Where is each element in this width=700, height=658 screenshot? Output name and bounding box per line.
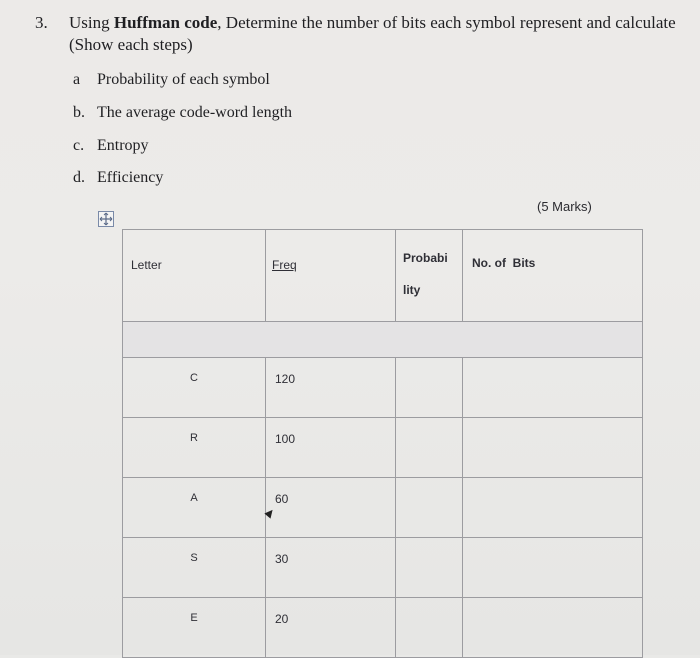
bits-cell[interactable]: [463, 598, 643, 658]
question-bold-term: Huffman code: [113, 13, 218, 32]
letter-value: C: [190, 372, 198, 384]
letter-value: S: [190, 552, 198, 564]
item-label: b.: [73, 104, 85, 121]
probability-cell[interactable]: [396, 538, 463, 598]
question-line: [35, 12, 676, 34]
probability-cell[interactable]: [396, 598, 463, 658]
header-letter-cell[interactable]: [123, 230, 266, 322]
freq-cell[interactable]: [266, 538, 396, 598]
move-arrows-icon: [99, 212, 113, 226]
bits-cell[interactable]: [463, 538, 643, 598]
marks-label: (5 Marks): [537, 199, 592, 214]
header-probability: [396, 230, 462, 306]
header-bits-cell[interactable]: [463, 230, 643, 322]
header-probability-cell[interactable]: [396, 230, 463, 322]
freq-cell[interactable]: [266, 418, 396, 478]
table-row: [123, 478, 643, 538]
freq-cell[interactable]: [266, 478, 396, 538]
merged-blank-cell[interactable]: [123, 322, 643, 358]
header-freq-cell[interactable]: [266, 230, 396, 322]
probability-cell[interactable]: [396, 418, 463, 478]
freq-value: 60: [275, 492, 289, 506]
table-row: [123, 358, 643, 418]
freq-cell[interactable]: [266, 358, 396, 418]
item-label: c.: [73, 137, 85, 154]
item-label: a: [73, 71, 81, 88]
header-probability-part1: Probabi: [403, 251, 448, 265]
table-row: [123, 598, 643, 658]
letter-cell[interactable]: [123, 598, 266, 658]
item-text: The average code-word length: [97, 104, 293, 121]
huffman-table: [122, 229, 643, 658]
item-d: [73, 168, 163, 188]
freq-value: 20: [275, 612, 289, 626]
item-text: Probability of each symbol: [97, 71, 270, 88]
letter-cell[interactable]: [123, 358, 266, 418]
letter-value: A: [190, 492, 198, 504]
table-move-icon[interactable]: [98, 211, 114, 227]
letter-cell[interactable]: [123, 538, 266, 598]
item-b: [73, 103, 292, 123]
question-number: 3.: [35, 13, 48, 32]
letter-cell[interactable]: [123, 418, 266, 478]
item-text: Efficiency: [97, 169, 164, 186]
table-row: [123, 538, 643, 598]
freq-value: 100: [275, 432, 296, 446]
letter-value: R: [190, 432, 198, 444]
item-c: [73, 136, 149, 156]
merged-blank-row: [123, 322, 643, 358]
probability-cell[interactable]: [396, 478, 463, 538]
header-bits: No. of Bits: [472, 256, 536, 270]
header-letter: Letter: [131, 258, 162, 272]
probability-cell[interactable]: [396, 358, 463, 418]
header-probability-part2: lity: [403, 283, 421, 297]
item-a: [73, 70, 270, 90]
item-text: Entropy: [97, 137, 149, 154]
bits-cell[interactable]: [463, 418, 643, 478]
bits-cell[interactable]: [463, 358, 643, 418]
freq-value: 30: [275, 552, 289, 566]
header-freq: Freq: [272, 258, 297, 272]
freq-cell[interactable]: [266, 598, 396, 658]
question-rest: , Determine the number of bits each symbol represent and calculate: [217, 13, 676, 32]
item-label: d.: [73, 169, 85, 186]
letter-value: E: [190, 612, 198, 624]
freq-value: 120: [275, 372, 296, 386]
table-row: [123, 418, 643, 478]
letter-cell[interactable]: [123, 478, 266, 538]
question-prefix: Using: [69, 13, 114, 32]
question-line-2: (Show each steps): [69, 35, 193, 54]
table-header-row: [123, 230, 643, 322]
bits-cell[interactable]: [463, 478, 643, 538]
